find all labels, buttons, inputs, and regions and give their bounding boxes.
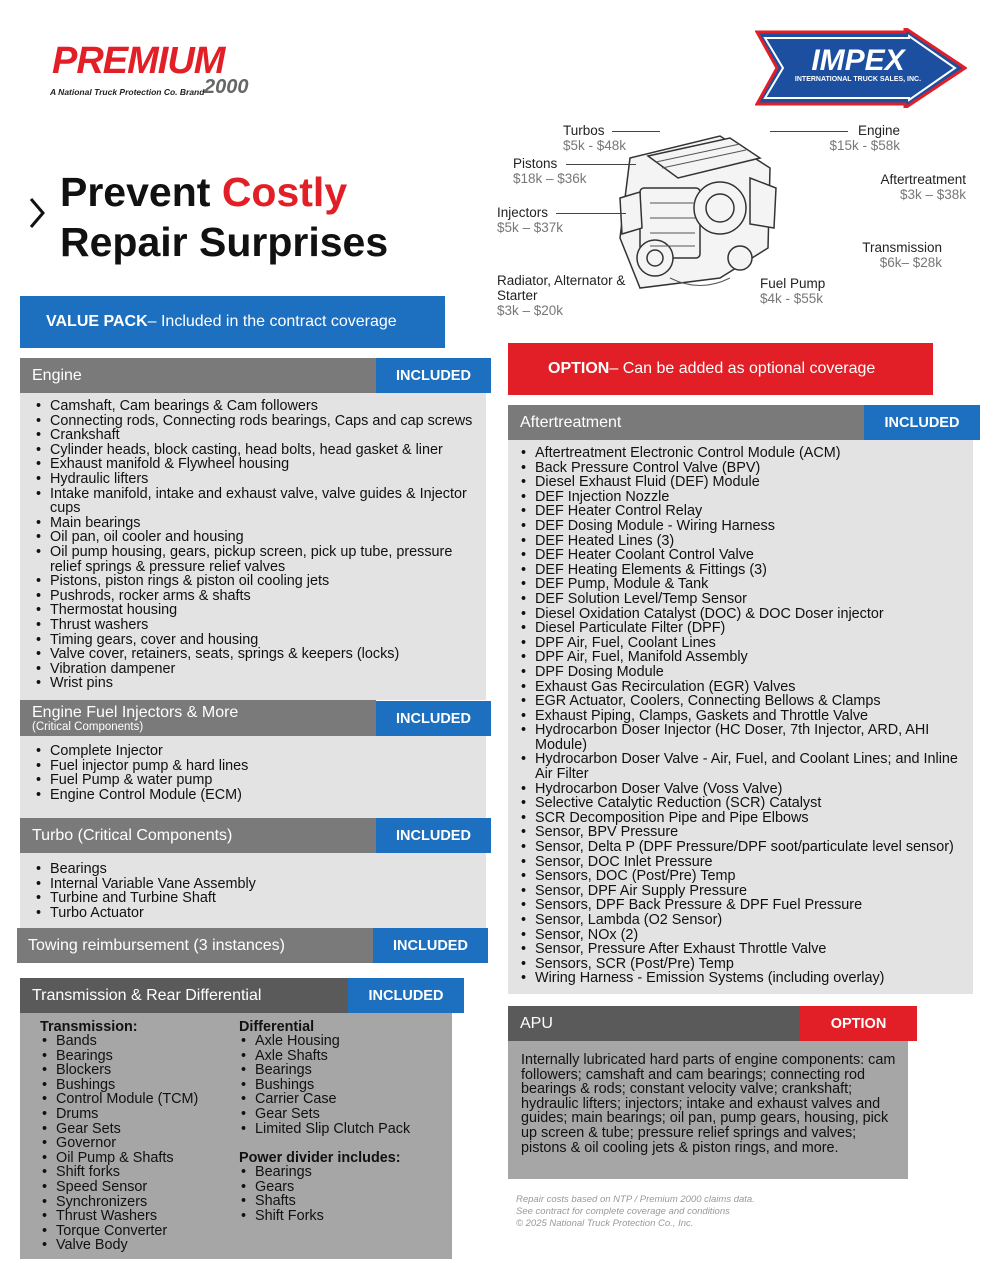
list-item: • DEF Dosing Module - Wiring Harness bbox=[519, 519, 969, 534]
cost-fuel-pump-name: Fuel Pump bbox=[760, 276, 826, 291]
list-item: • Diesel Particulate Filter (DPF) bbox=[519, 621, 969, 636]
option-banner bbox=[508, 343, 933, 395]
list-item: • Exhaust Piping, Clamps, Gaskets and Throttle Valve bbox=[519, 709, 969, 724]
list-item: • Bearings bbox=[239, 1165, 324, 1180]
logo-year: 2000 bbox=[204, 76, 249, 98]
aftertreatment-list bbox=[519, 446, 969, 986]
transmission-heading: Transmission: bbox=[40, 1019, 138, 1035]
headline-prefix: Prevent bbox=[60, 169, 222, 215]
list-item: • Oil pan, oil cooler and housing bbox=[34, 530, 486, 545]
list-item: • DPF Air, Fuel, Coolant Lines bbox=[519, 636, 969, 651]
power-divider-list bbox=[239, 1165, 324, 1223]
towing-badge: INCLUDED bbox=[373, 928, 488, 963]
list-item: • Fuel Pump & water pump bbox=[34, 773, 486, 788]
list-item: • Hydrocarbon Doser Injector (HC Doser, 7th Injector, ARD, AHI Module) bbox=[519, 723, 969, 752]
headline-line2: Repair Surprises bbox=[60, 219, 389, 265]
list-item: • Cylinder heads, block casting, head bolts, head gasket & liner bbox=[34, 443, 486, 458]
list-item: • Torque Converter bbox=[40, 1224, 198, 1239]
injectors-header bbox=[20, 700, 376, 736]
transmission-list bbox=[40, 1034, 198, 1253]
list-item: • DEF Heated Lines (3) bbox=[519, 534, 969, 549]
engine-header bbox=[20, 358, 376, 393]
list-item: • Valve Body bbox=[40, 1238, 198, 1253]
list-item: • Sensor, DOC Inlet Pressure bbox=[519, 855, 969, 870]
turbo-header bbox=[20, 818, 376, 853]
list-item: • Aftertreatment Electronic Control Module (ACM) bbox=[519, 446, 969, 461]
injectors-panel bbox=[20, 736, 486, 818]
list-item: • Drums bbox=[40, 1107, 198, 1122]
apu-header bbox=[508, 1006, 800, 1041]
cost-injectors-name: Injectors bbox=[497, 205, 549, 220]
list-item: • Thrust Washers bbox=[40, 1209, 198, 1224]
cost-injectors-price: $5k – $37k bbox=[497, 220, 564, 235]
logo-main: PREMIUM bbox=[52, 40, 225, 82]
list-item: • Wrist pins bbox=[34, 676, 486, 691]
list-item: • Sensor, DPF Air Supply Pressure bbox=[519, 884, 969, 899]
cost-radiator bbox=[497, 273, 625, 318]
towing-header bbox=[17, 928, 373, 963]
impex-logo bbox=[755, 28, 967, 108]
list-item: • Axle Housing bbox=[239, 1034, 410, 1049]
transmission-title: Transmission & Rear Differential bbox=[32, 986, 262, 1004]
list-item: • DEF Heater Coolant Control Valve bbox=[519, 548, 969, 563]
headline-accent: Costly bbox=[221, 169, 348, 215]
list-item: • Camshaft, Cam bearings & Cam followers bbox=[34, 399, 486, 414]
list-item: • Back Pressure Control Valve (BPV) bbox=[519, 461, 969, 476]
list-item: • DEF Heating Elements & Fittings (3) bbox=[519, 563, 969, 578]
cost-turbos-price: $5k - $48k bbox=[563, 138, 627, 153]
list-item: • Hydraulic lifters bbox=[34, 472, 486, 487]
injectors-title: Engine Fuel Injectors & More bbox=[32, 703, 239, 721]
list-item: • Governor bbox=[40, 1136, 198, 1151]
injectors-list bbox=[34, 744, 486, 802]
list-item: • Shift Forks bbox=[239, 1209, 324, 1224]
cost-aftertreatment bbox=[866, 172, 966, 202]
list-item: • Connecting rods, Connecting rods bearings, Caps and cap screws bbox=[34, 414, 486, 429]
list-item: • DEF Heater Control Relay bbox=[519, 504, 969, 519]
turbo-panel bbox=[20, 853, 486, 928]
list-item: • Sensor, BPV Pressure bbox=[519, 825, 969, 840]
list-item: • DPF Air, Fuel, Manifold Assembly bbox=[519, 650, 969, 665]
list-item: • Turbine and Turbine Shaft bbox=[34, 891, 486, 906]
cost-pistons bbox=[513, 156, 587, 186]
cost-fuel-pump-price: $4k - $55k bbox=[760, 291, 824, 306]
list-item: • Bushings bbox=[239, 1078, 410, 1093]
list-item: • Sensor, Lambda (O2 Sensor) bbox=[519, 913, 969, 928]
list-item: • Control Module (TCM) bbox=[40, 1092, 198, 1107]
cost-transmission bbox=[842, 240, 942, 270]
list-item: • SCR Decomposition Pipe and Pipe Elbows bbox=[519, 811, 969, 826]
list-item: • Sensors, DPF Back Pressure & DPF Fuel Pressure bbox=[519, 898, 969, 913]
turbo-title: Turbo (Critical Components) bbox=[32, 826, 233, 844]
list-item: • Shift forks bbox=[40, 1165, 198, 1180]
list-item: • Sensors, SCR (Post/Pre) Temp bbox=[519, 957, 969, 972]
list-item: • Bearings bbox=[40, 1049, 198, 1064]
list-item: • Axle Shafts bbox=[239, 1049, 410, 1064]
engine-illustration bbox=[600, 128, 780, 298]
headline bbox=[60, 167, 388, 267]
aftertreatment-badge: INCLUDED bbox=[864, 405, 980, 440]
list-item: • Gears bbox=[239, 1180, 324, 1195]
cost-aftertreatment-price: $3k – $38k bbox=[899, 187, 966, 202]
aftertreatment-panel bbox=[508, 440, 973, 994]
transmission-badge: INCLUDED bbox=[348, 978, 464, 1013]
list-item: • Timing gears, cover and housing bbox=[34, 633, 486, 648]
list-item: • DEF Solution Level/Temp Sensor bbox=[519, 592, 969, 607]
power-divider-heading: Power divider includes: bbox=[239, 1150, 401, 1166]
list-item: • Blockers bbox=[40, 1063, 198, 1078]
cost-engine-price: $15k - $58k bbox=[829, 138, 900, 153]
list-item: • Limited Slip Clutch Pack bbox=[239, 1122, 410, 1137]
list-item: • Bands bbox=[40, 1034, 198, 1049]
cost-transmission-price: $6k– $28k bbox=[879, 255, 942, 270]
engine-panel bbox=[20, 393, 486, 700]
value-pack-rest: – Included in the contract coverage bbox=[147, 313, 397, 330]
list-item: • Bushings bbox=[40, 1078, 198, 1093]
list-item: • Pistons, piston rings & piston oil cooling jets bbox=[34, 574, 486, 589]
footer-line1: Repair costs based on NTP / Premium 2000 claims data. bbox=[516, 1194, 755, 1205]
aftertreatment-title: Aftertreatment bbox=[520, 413, 622, 431]
list-item: • Diesel Oxidation Catalyst (DOC) & DOC Doser injector bbox=[519, 607, 969, 622]
leader-line bbox=[612, 131, 660, 132]
list-item: • Sensors, DOC (Post/Pre) Temp bbox=[519, 869, 969, 884]
cost-transmission-name: Transmission bbox=[862, 240, 942, 255]
list-item: • Main bearings bbox=[34, 516, 486, 531]
impex-name: IMPEX bbox=[811, 44, 905, 77]
cost-aftertreatment-name: Aftertreatment bbox=[880, 172, 966, 187]
cost-fuel-pump bbox=[760, 276, 825, 306]
list-item: • Sensor, Pressure After Exhaust Throttle Valve bbox=[519, 942, 969, 957]
list-item: • Gear Sets bbox=[40, 1122, 198, 1137]
cost-engine bbox=[828, 123, 900, 153]
list-item: • Bearings bbox=[239, 1063, 410, 1078]
list-item: • Exhaust Gas Recirculation (EGR) Valves bbox=[519, 680, 969, 695]
list-item: • Vibration dampener bbox=[34, 662, 486, 677]
apu-badge: OPTION bbox=[800, 1006, 917, 1041]
list-item: • Exhaust manifold & Flywheel housing bbox=[34, 457, 486, 472]
injectors-subtitle: (Critical Components) bbox=[32, 720, 144, 733]
cost-injectors bbox=[497, 205, 563, 235]
list-item: • Fuel injector pump & hard lines bbox=[34, 759, 486, 774]
list-item: • Complete Injector bbox=[34, 744, 486, 759]
apu-panel bbox=[508, 1041, 908, 1179]
list-item: • Speed Sensor bbox=[40, 1180, 198, 1195]
option-rest: – Can be added as optional coverage bbox=[609, 360, 876, 377]
list-item: • Thrust washers bbox=[34, 618, 486, 633]
list-item: • Hydrocarbon Doser Valve (Voss Valve) bbox=[519, 782, 969, 797]
leader-line bbox=[770, 131, 848, 132]
cost-radiator-name2: Starter bbox=[497, 288, 538, 303]
apu-title: APU bbox=[520, 1014, 553, 1032]
list-item: • Selective Catalytic Reduction (SCR) Catalyst bbox=[519, 796, 969, 811]
list-item: • Gear Sets bbox=[239, 1107, 410, 1122]
cost-radiator-price: $3k – $20k bbox=[497, 303, 564, 318]
list-item: • Hydrocarbon Doser Valve - Air, Fuel, and Coolant Lines; and Inline Air Filter bbox=[519, 752, 969, 781]
towing-title: Towing reimbursement (3 instances) bbox=[28, 936, 285, 954]
list-item: • Valve cover, retainers, seats, springs & keepers (locks) bbox=[34, 647, 486, 662]
engine-list bbox=[34, 399, 486, 691]
list-item: • DEF Injection Nozzle bbox=[519, 490, 969, 505]
value-pack-bold: VALUE PACK bbox=[46, 313, 148, 330]
turbo-list bbox=[34, 862, 486, 920]
list-item: • Oil pump housing, gears, pickup screen, pick up tube, pressure relief springs & pressure relief valves bbox=[34, 545, 486, 574]
list-item: • Internal Variable Vane Assembly bbox=[34, 877, 486, 892]
engine-badge: INCLUDED bbox=[376, 358, 491, 393]
apu-text: Internally lubricated hard parts of engine components: cam followers; camshaft and cam bearings; connecting rod bearings & rods; constant velocity valve; crankshaft; hydraulic lifters; injectors; intake and exhaust valves and guides; main bearings; oil pan, pump gears, housing, pick up screen & tube; pressure relief springs and valves; pistons & oil cooling jets & piston rings, and more. bbox=[521, 1052, 896, 1156]
injectors-badge: INCLUDED bbox=[376, 701, 491, 736]
chevron-right-icon bbox=[28, 196, 46, 230]
transmission-header bbox=[20, 978, 348, 1013]
list-item: • Engine Control Module (ECM) bbox=[34, 788, 486, 803]
transmission-panel bbox=[20, 1013, 452, 1259]
list-item: • Carrier Case bbox=[239, 1092, 410, 1107]
impex-subtitle: INTERNATIONAL TRUCK SALES, INC. bbox=[794, 76, 922, 83]
list-item: • Turbo Actuator bbox=[34, 906, 486, 921]
list-item: • DEF Pump, Module & Tank bbox=[519, 577, 969, 592]
list-item: • Sensor, Delta P (DPF Pressure/DPF soot/particulate level sensor) bbox=[519, 840, 969, 855]
list-item: • Diesel Exhaust Fluid (DEF) Module bbox=[519, 475, 969, 490]
footer-line2: See contract for complete coverage and conditions bbox=[516, 1206, 730, 1217]
list-item: • Synchronizers bbox=[40, 1195, 198, 1210]
option-bold: OPTION bbox=[548, 360, 610, 377]
logo-tagline: A National Truck Protection Co. Brand bbox=[50, 87, 205, 97]
cost-engine-name: Engine bbox=[857, 123, 900, 138]
list-item: • Wiring Harness - Emission Systems (including overlay) bbox=[519, 971, 969, 986]
leader-line bbox=[566, 164, 636, 165]
leader-line bbox=[556, 213, 626, 214]
list-item: • Shafts bbox=[239, 1194, 324, 1209]
cost-pistons-name: Pistons bbox=[513, 156, 558, 171]
differential-list bbox=[239, 1034, 410, 1136]
list-item: • Sensor, NOx (2) bbox=[519, 928, 969, 943]
list-item: • DPF Dosing Module bbox=[519, 665, 969, 680]
list-item: • Crankshaft bbox=[34, 428, 486, 443]
cost-turbos-name: Turbos bbox=[563, 123, 605, 138]
footer-line3: © 2025 National Truck Protection Co., Inc. bbox=[516, 1218, 694, 1229]
engine-title: Engine bbox=[32, 366, 82, 384]
list-item: • Oil Pump & Shafts bbox=[40, 1151, 198, 1166]
aftertreatment-header bbox=[508, 405, 864, 440]
premium-logo bbox=[50, 40, 290, 102]
turbo-badge: INCLUDED bbox=[376, 818, 491, 853]
value-pack-banner bbox=[20, 296, 445, 348]
cost-radiator-name: Radiator, Alternator & bbox=[497, 273, 626, 288]
list-item: • Bearings bbox=[34, 862, 486, 877]
list-item: • Pushrods, rocker arms & shafts bbox=[34, 589, 486, 604]
footer-note bbox=[516, 1194, 755, 1230]
list-item: • EGR Actuator, Coolers, Connecting Bellows & Clamps bbox=[519, 694, 969, 709]
differential-heading: Differential bbox=[239, 1019, 315, 1035]
cost-pistons-price: $18k – $36k bbox=[513, 171, 587, 186]
cost-turbos bbox=[563, 123, 626, 153]
list-item: • Intake manifold, intake and exhaust valve, valve guides & Injector cups bbox=[34, 487, 486, 516]
list-item: • Thermostat housing bbox=[34, 603, 486, 618]
